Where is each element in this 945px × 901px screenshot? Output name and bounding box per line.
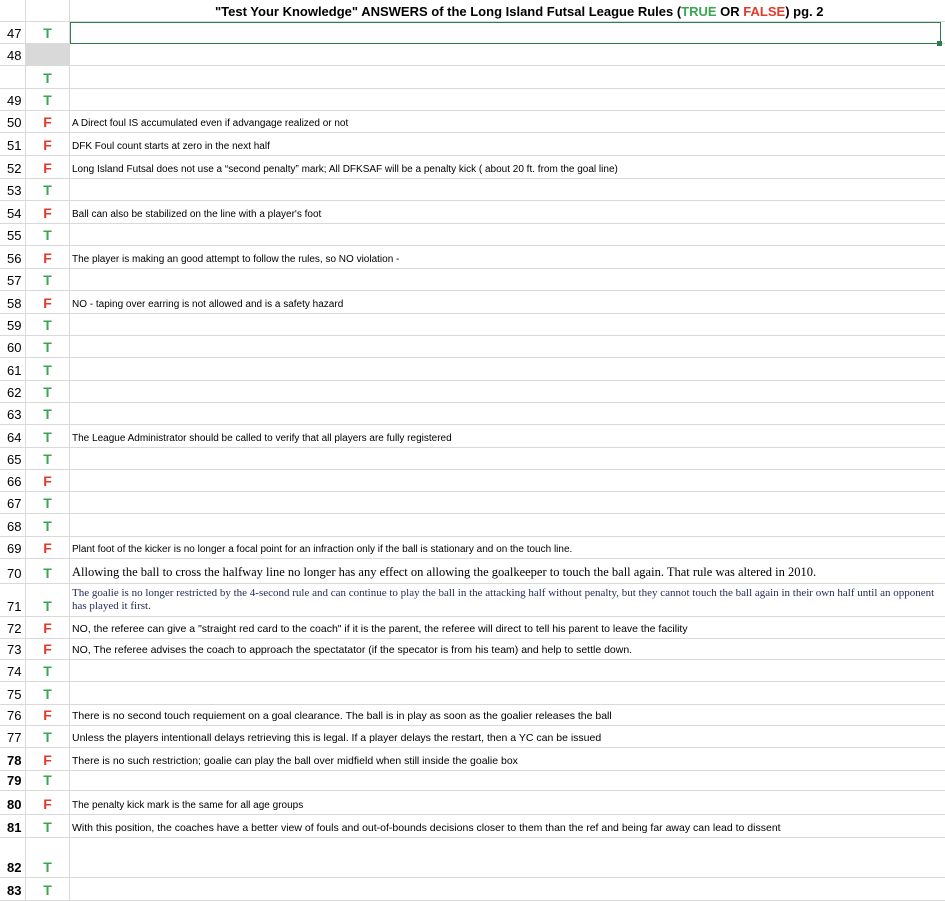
row-number[interactable]: 82 bbox=[0, 838, 26, 877]
row-number[interactable]: 69 bbox=[0, 537, 26, 558]
answer-cell[interactable]: F bbox=[26, 470, 70, 491]
row-number[interactable]: 66 bbox=[0, 470, 26, 491]
note-cell[interactable] bbox=[72, 771, 943, 790]
row-number[interactable]: 57 bbox=[0, 269, 26, 290]
table-row bbox=[0, 448, 945, 470]
table-row bbox=[0, 639, 945, 660]
note-cell[interactable]: Allowing the ball to cross the halfway line no longer has any effect on allowing the goalkeeper to touch the ball again. That rule was altered in 2010. bbox=[72, 565, 817, 579]
table-row bbox=[0, 425, 945, 448]
row-number[interactable]: 51 bbox=[0, 133, 26, 155]
table-row bbox=[0, 403, 945, 425]
table-row bbox=[0, 617, 945, 639]
answer-cell[interactable]: T bbox=[26, 559, 70, 583]
row-number[interactable]: 48 bbox=[0, 44, 26, 65]
note-cell[interactable] bbox=[72, 314, 943, 335]
title-false-word: FALSE bbox=[743, 4, 786, 19]
title-true-word: TRUE bbox=[681, 4, 717, 19]
title-row bbox=[0, 0, 945, 22]
table-row bbox=[0, 791, 945, 815]
note-cell[interactable]: There is no second touch requiement on a goal clearance. The ball is in play as soon as the goalier releases the ball bbox=[72, 710, 612, 722]
row-number[interactable]: 64 bbox=[0, 425, 26, 447]
note-cell[interactable] bbox=[72, 269, 943, 290]
table-row bbox=[0, 381, 945, 403]
answer-cell[interactable]: T bbox=[26, 448, 70, 469]
note-cell[interactable]: Long Island Futsal does not use a “second penalty” mark; All DFKSAF will be a penalty kick ( about 20 ft. from the goal line) bbox=[72, 164, 618, 175]
note-cell[interactable] bbox=[72, 224, 943, 245]
corner-cell[interactable] bbox=[0, 0, 26, 22]
answer-cell[interactable]: T bbox=[26, 584, 70, 616]
answer-cell[interactable]: F bbox=[26, 246, 70, 268]
answer-cell[interactable]: F bbox=[26, 617, 70, 638]
note-cell[interactable] bbox=[72, 89, 943, 110]
row-number[interactable]: 49 bbox=[0, 89, 26, 110]
note-cell[interactable] bbox=[72, 381, 943, 402]
note-cell[interactable]: Ball can also be stabilized on the line with a player's foot bbox=[72, 209, 322, 220]
answer-cell[interactable]: T bbox=[26, 878, 70, 900]
table-row bbox=[0, 705, 945, 726]
table-row bbox=[0, 537, 945, 559]
note-cell[interactable] bbox=[72, 682, 943, 704]
title-or-word: OR bbox=[716, 4, 744, 19]
row-number[interactable]: 53 bbox=[0, 179, 26, 200]
table-row bbox=[0, 584, 945, 617]
note-cell[interactable] bbox=[72, 66, 943, 88]
note-cell[interactable] bbox=[72, 660, 943, 681]
answer-cell[interactable]: T bbox=[26, 425, 70, 447]
row-number[interactable]: 63 bbox=[0, 403, 26, 424]
table-row bbox=[0, 89, 945, 111]
note-cell[interactable]: The goalie is no longer restricted by the 4-second rule and can continue to play the ball in the attacking half without penalty, but they cannot touch the ball again in their own half until an opponent has played it first. bbox=[72, 587, 935, 612]
note-cell[interactable]: With this position, the coaches have a better view of fouls and out-of-bounds decisions closer to them than the ref and being far away can lead to dissent bbox=[72, 822, 781, 834]
table-row bbox=[0, 514, 945, 537]
answer-cell[interactable]: T bbox=[26, 403, 70, 424]
table-row bbox=[0, 111, 945, 133]
row-number[interactable]: 67 bbox=[0, 492, 26, 513]
answer-cell[interactable]: F bbox=[26, 111, 70, 132]
note-cell[interactable] bbox=[72, 492, 943, 513]
note-cell[interactable]: NO, the referee can give a "straight red card to the coach" if it is the parent, the referee will direct to tell his parent to leave the facility bbox=[72, 623, 688, 635]
row-number[interactable]: 61 bbox=[0, 358, 26, 380]
note-cell[interactable]: There is no such restriction; goalie can play the ball over midfield when still inside the goalie box bbox=[72, 755, 518, 767]
page-title bbox=[215, 4, 823, 19]
row-number[interactable]: 77 bbox=[0, 726, 26, 747]
row-number[interactable]: 55 bbox=[0, 224, 26, 245]
row-number[interactable]: 71 bbox=[0, 584, 26, 616]
table-row bbox=[0, 358, 945, 381]
answer-cell[interactable]: T bbox=[26, 89, 70, 110]
note-cell[interactable]: Unless the players intentionall delays retrieving this is legal. If a player delays the restart, then a YC can be issued bbox=[72, 732, 602, 744]
answer-cell[interactable]: F bbox=[26, 156, 70, 178]
answer-cell[interactable]: T bbox=[26, 179, 70, 200]
table-row bbox=[0, 470, 945, 492]
table-row bbox=[0, 682, 945, 705]
row-number[interactable]: 73 bbox=[0, 639, 26, 659]
answer-cell[interactable]: T bbox=[26, 682, 70, 704]
row-number[interactable]: 74 bbox=[0, 660, 26, 681]
row-number[interactable]: 47 bbox=[0, 22, 26, 43]
answer-cell[interactable]: F bbox=[26, 639, 70, 659]
note-cell[interactable]: The player is making an good attempt to follow the rules, so NO violation - bbox=[72, 254, 400, 265]
answer-cell[interactable]: T bbox=[26, 726, 70, 747]
note-cell[interactable] bbox=[72, 878, 943, 900]
answer-cell[interactable]: F bbox=[26, 133, 70, 155]
answer-cell[interactable]: T bbox=[26, 660, 70, 681]
note-cell[interactable] bbox=[72, 838, 943, 877]
note-cell[interactable] bbox=[72, 403, 943, 424]
note-cell[interactable] bbox=[72, 358, 943, 380]
note-cell[interactable]: NO - taping over earring is not allowed and is a safety hazard bbox=[72, 299, 344, 310]
note-cell[interactable] bbox=[72, 336, 943, 357]
answer-cell[interactable]: T bbox=[26, 314, 70, 335]
answer-cell[interactable]: T bbox=[26, 224, 70, 245]
note-cell[interactable] bbox=[72, 514, 943, 536]
table-row bbox=[0, 66, 945, 89]
table-row bbox=[0, 179, 945, 201]
note-cell[interactable]: The League Administrator should be called to verify that all players are fully registered bbox=[72, 433, 452, 444]
table-row bbox=[0, 156, 945, 179]
row-number[interactable]: 54 bbox=[0, 201, 26, 223]
note-cell[interactable] bbox=[72, 44, 943, 65]
table-row bbox=[0, 771, 945, 791]
row-number[interactable]: 72 bbox=[0, 617, 26, 638]
table-row bbox=[0, 291, 945, 314]
row-number[interactable]: 78 bbox=[0, 748, 26, 770]
fill-handle[interactable] bbox=[937, 41, 942, 46]
table-row bbox=[0, 748, 945, 771]
answer-cell[interactable]: F bbox=[26, 537, 70, 558]
row-number[interactable]: 62 bbox=[0, 381, 26, 402]
note-cell[interactable] bbox=[72, 179, 943, 200]
answer-cell[interactable]: T bbox=[26, 815, 70, 837]
table-row bbox=[0, 878, 945, 901]
answer-cell[interactable]: T bbox=[26, 22, 70, 43]
answer-cell[interactable]: F bbox=[26, 748, 70, 770]
note-cell[interactable]: A Direct foul IS accumulated even if advangage realized or not bbox=[72, 118, 349, 129]
row-number[interactable]: 79 bbox=[0, 771, 26, 790]
note-cell[interactable]: DFK Foul count starts at zero in the next half bbox=[72, 141, 270, 152]
row-number[interactable]: 68 bbox=[0, 514, 26, 536]
answer-cell[interactable]: F bbox=[26, 791, 70, 814]
note-cell[interactable] bbox=[72, 448, 943, 469]
row-number[interactable]: 75 bbox=[0, 682, 26, 704]
answer-cell[interactable]: F bbox=[26, 705, 70, 725]
row-number[interactable]: 59 bbox=[0, 314, 26, 335]
row-number[interactable]: 56 bbox=[0, 246, 26, 268]
row-number[interactable]: 70 bbox=[0, 559, 26, 583]
answer-cell[interactable]: T bbox=[26, 336, 70, 357]
row-number[interactable]: 50 bbox=[0, 111, 26, 132]
table-row bbox=[0, 269, 945, 291]
answer-cell[interactable]: T bbox=[26, 492, 70, 513]
answer-cell[interactable]: T bbox=[26, 838, 70, 877]
note-cell[interactable] bbox=[72, 470, 943, 491]
answer-cell[interactable]: T bbox=[26, 358, 70, 380]
answer-cell[interactable]: T bbox=[26, 66, 70, 88]
row-number[interactable]: 76 bbox=[0, 705, 26, 725]
row-number[interactable]: 52 bbox=[0, 156, 26, 178]
answer-cell[interactable] bbox=[26, 44, 70, 65]
row-number[interactable]: 58 bbox=[0, 291, 26, 313]
row-number[interactable]: 83 bbox=[0, 878, 26, 900]
note-cell[interactable]: NO, The referee advises the coach to approach the spectatator (if the specator is from his team) and help to settle down. bbox=[72, 644, 633, 656]
row-number[interactable]: 65 bbox=[0, 448, 26, 469]
answer-cell[interactable]: T bbox=[26, 771, 70, 790]
table-row bbox=[0, 133, 945, 156]
table-row bbox=[0, 201, 945, 224]
note-cell[interactable]: Plant foot of the kicker is no longer a focal point for an infraction only if the ball is stationary and on the touch line. bbox=[72, 544, 573, 555]
answer-cell[interactable]: F bbox=[26, 201, 70, 223]
table-row bbox=[0, 246, 945, 269]
table-row bbox=[0, 559, 945, 584]
note-cell[interactable]: The penalty kick mark is the same for all age groups bbox=[72, 800, 304, 811]
answer-cell[interactable]: T bbox=[26, 514, 70, 536]
answer-cell[interactable]: T bbox=[26, 381, 70, 402]
table-row bbox=[0, 492, 945, 514]
table-row bbox=[0, 224, 945, 246]
row-number[interactable] bbox=[0, 66, 26, 88]
table-row bbox=[0, 838, 945, 878]
row-number[interactable]: 81 bbox=[0, 815, 26, 837]
title-suffix: ) pg. 2 bbox=[785, 4, 824, 19]
row-number[interactable]: 60 bbox=[0, 336, 26, 357]
table-row bbox=[0, 660, 945, 682]
table-row bbox=[0, 726, 945, 748]
row-number[interactable]: 80 bbox=[0, 791, 26, 814]
header-cell[interactable] bbox=[26, 0, 70, 22]
title-prefix: "Test Your Knowledge" ANSWERS of the Long Island Futsal League Rules ( bbox=[215, 4, 682, 19]
table-row bbox=[0, 314, 945, 336]
selected-cell[interactable] bbox=[70, 22, 941, 44]
table-row bbox=[0, 815, 945, 838]
answer-cell[interactable]: F bbox=[26, 291, 70, 313]
table-row bbox=[0, 336, 945, 358]
table-row bbox=[0, 44, 945, 66]
answer-cell[interactable]: T bbox=[26, 269, 70, 290]
